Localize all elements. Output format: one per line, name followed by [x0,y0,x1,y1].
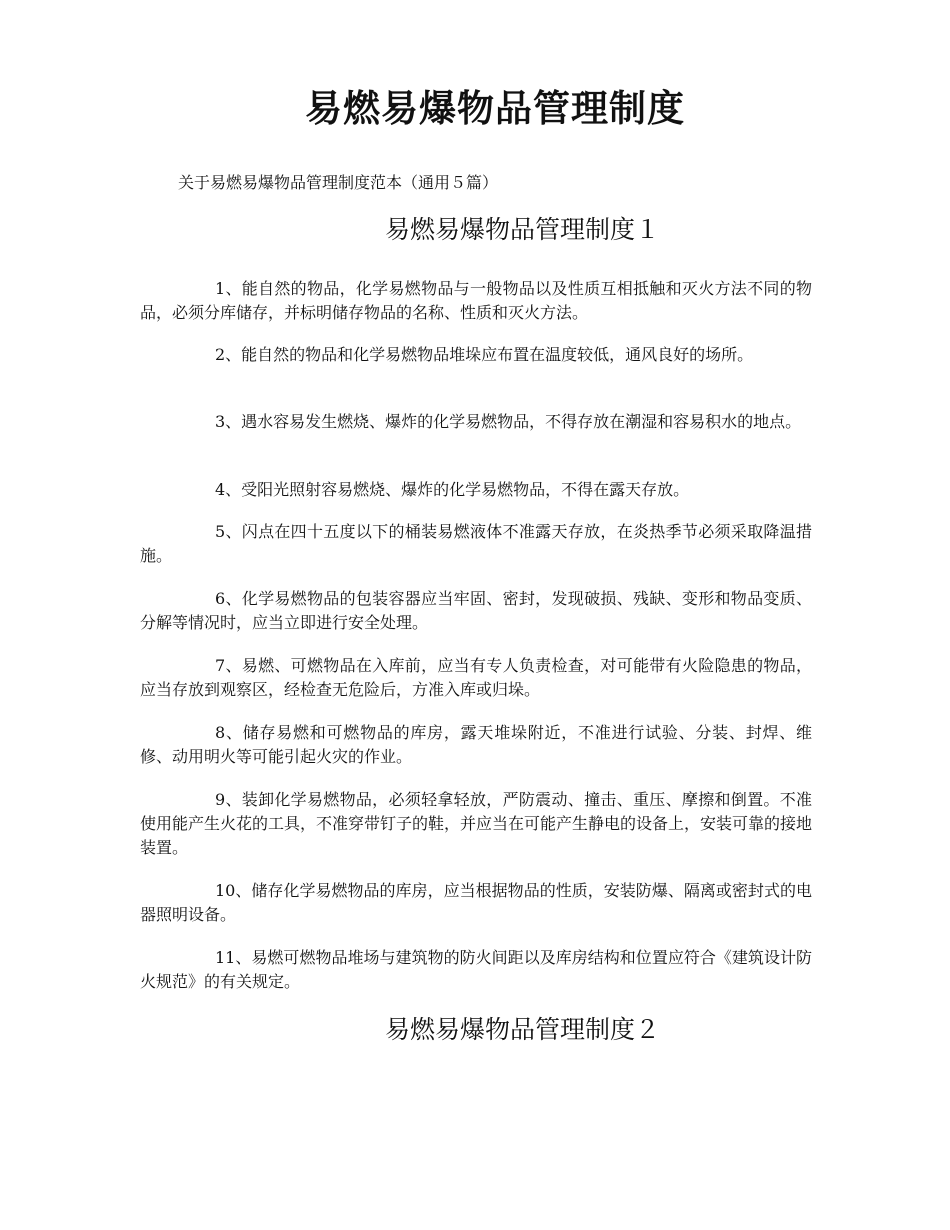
paragraph-1: 1、能自然的物品，化学易燃物品与一般物品以及性质互相抵触和灭火方法不同的物品，必须分库储存，并标明储存物品的名称、性质和灭火方法。 [140,279,812,322]
section-heading-2: 易燃易爆物品管理制度２ [384,1015,660,1044]
paragraph-10: 10、储存化学易燃物品的库房，应当根据物品的性质，安装防爆、隔离或密封式的电器照明设备。 [140,881,812,924]
document-subtitle: 关于易燃易爆物品管理制度范本（通用５篇） [178,173,499,192]
paragraph-6: 6、化学易燃物品的包装容器应当牢固、密封，发现破损、残缺、变形和物品变质、分解等情况时，应当立即进行安全处理。 [140,589,812,632]
paragraph-3: 3、遇水容易发生燃烧、爆炸的化学易燃物品，不得存放在潮湿和容易积水的地点。 [215,412,802,431]
page-title: 易燃易爆物品管理制度 [305,86,685,130]
paragraph-8: 8、储存易燃和可燃物品的库房，露天堆垛附近，不准进行试验、分装、封焊、维修、动用明火等可能引起火灾的作业。 [140,723,812,766]
paragraph-4: 4、受阳光照射容易燃烧、爆炸的化学易燃物品，不得在露天存放。 [215,480,690,499]
paragraph-2: 2、能自然的物品和化学易燃物品堆垛应布置在温度较低，通风良好的场所。 [215,345,754,364]
paragraph-11: 11、易燃可燃物品堆场与建筑物的防火间距以及库房结构和位置应符合《建筑设计防火规范》的有关规定。 [140,948,812,991]
paragraph-5: 5、闪点在四十五度以下的桶装易燃液体不准露天存放，在炎热季节必须采取降温措施。 [140,522,812,565]
paragraph-9: 9、装卸化学易燃物品，必须轻拿轻放，严防震动、撞击、重压、摩擦和倒置。不准使用能产生火花的工具，不准穿带钉子的鞋，并应当在可能产生静电的设备上，安装可靠的接地装置。 [140,790,813,857]
paragraph-7: 7、易燃、可燃物品在入库前，应当有专人负责检查，对可能带有火险隐患的物品，应当存放到观察区，经检查无危险后，方准入库或归垛。 [140,656,812,699]
section-heading-1: 易燃易爆物品管理制度１ [384,215,660,244]
